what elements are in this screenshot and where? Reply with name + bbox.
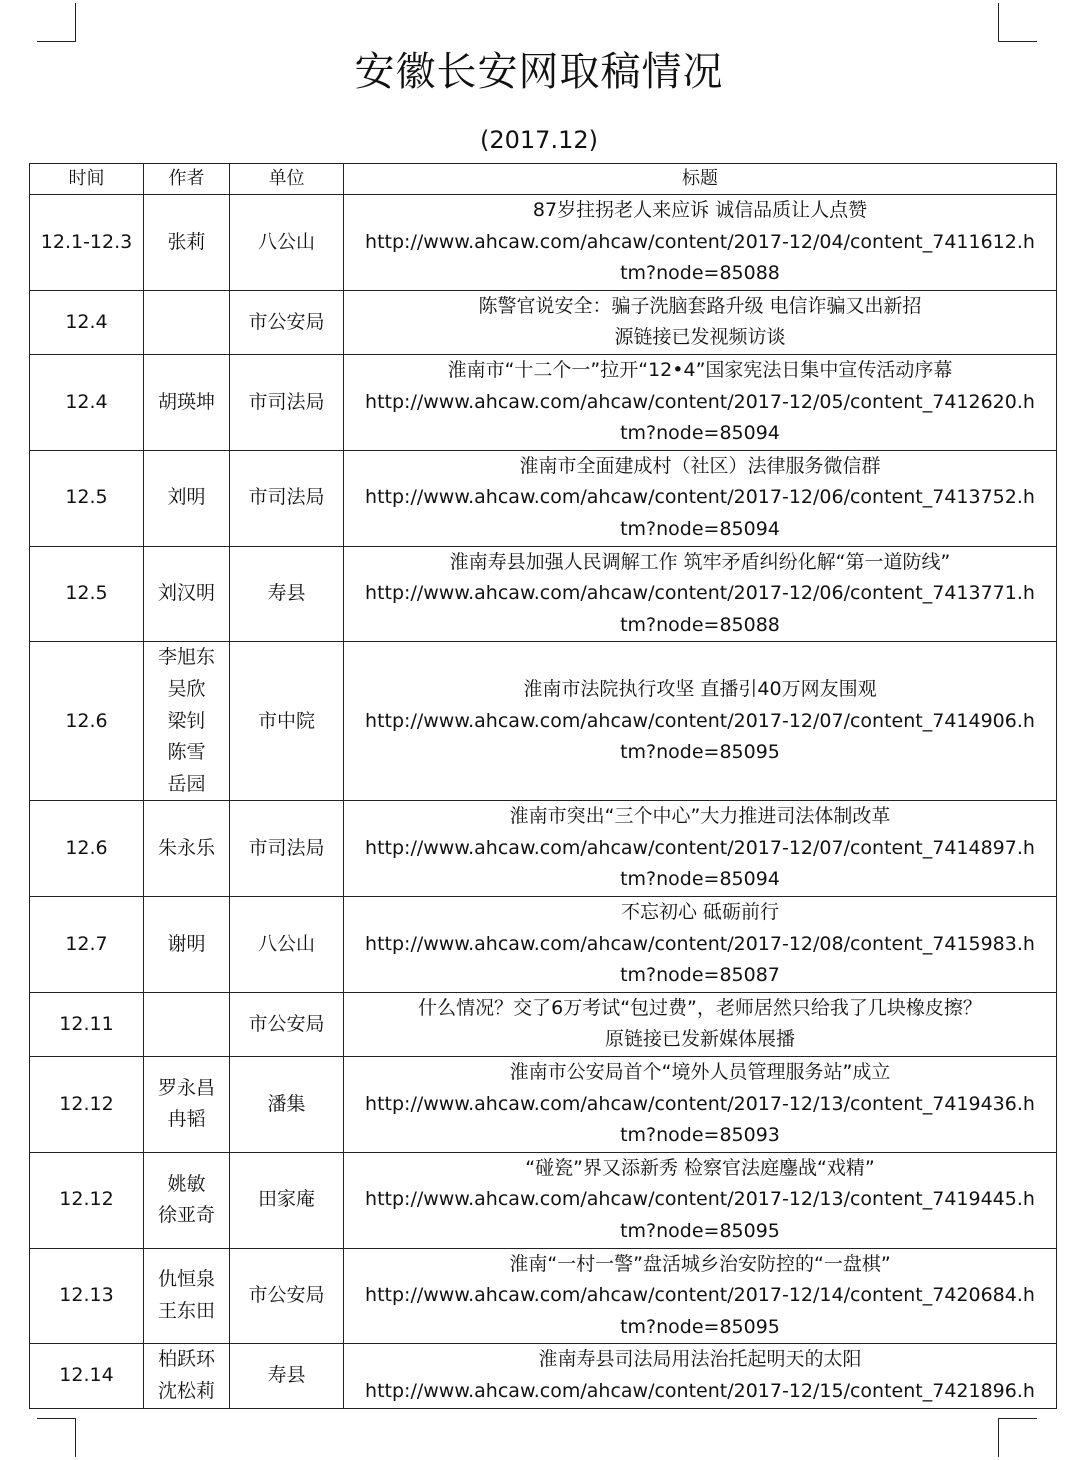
crop-mark-bottom-right [998, 1418, 1037, 1457]
title-cell: 淮南市“十二个一”拉开“12•4”国家宪法日集中宣传活动序幕 http://www.ahcaw.com/ahcaw/content/2017-12/05/content_7412620.h tm?node=85094 [344, 354, 1057, 450]
header-unit: 单位 [230, 164, 344, 195]
unit-cell: 市司法局 [230, 450, 344, 546]
title-cell: 淮南市法院执行攻坚 直播引40万网友围观 http://www.ahcaw.com/ahcaw/content/2017-12/07/content_7414906.h tm?node=85095 [344, 642, 1057, 801]
header-title: 标题 [344, 164, 1057, 195]
author-cell: 胡瑛坤 [144, 354, 230, 450]
unit-cell: 市中院 [230, 642, 344, 801]
author-cell: 罗永昌 冉韬 [144, 1057, 230, 1153]
author-cell: 仇恒泉 王东田 [144, 1248, 230, 1344]
unit-cell: 八公山 [230, 195, 344, 291]
author-cell: 刘汉明 [144, 546, 230, 642]
header-author: 作者 [144, 164, 230, 195]
unit-cell: 市公安局 [230, 290, 344, 354]
author-cell: 谢明 [144, 897, 230, 993]
table-row [30, 642, 1057, 801]
table-row [30, 546, 1057, 642]
time-cell: 12.11 [30, 992, 144, 1056]
unit-cell: 市司法局 [230, 801, 344, 897]
unit-cell: 潘集 [230, 1057, 344, 1153]
title-cell: 淮南寿县加强人民调解工作 筑牢矛盾纠纷化解“第一道防线” http://www.ahcaw.com/ahcaw/content/2017-12/06/content_7413771.h tm?node=85088 [344, 546, 1057, 642]
table-row [30, 1344, 1057, 1408]
unit-cell: 寿县 [230, 546, 344, 642]
crop-mark-top-left [37, 3, 76, 42]
time-cell: 12.1-12.3 [30, 195, 144, 291]
author-cell [144, 992, 230, 1056]
time-cell: 12.7 [30, 897, 144, 993]
title-cell: 淮南市公安局首个“境外人员管理服务站”成立 http://www.ahcaw.com/ahcaw/content/2017-12/13/content_7419436.h tm?node=85093 [344, 1057, 1057, 1153]
articles-table [29, 163, 1057, 1409]
header-time: 时间 [30, 164, 144, 195]
time-cell: 12.12 [30, 1057, 144, 1153]
table-row [30, 1152, 1057, 1248]
title-cell: 陈警官说安全：骗子洗脑套路升级 电信诈骗又出新招 源链接已发视频访谈 [344, 290, 1057, 354]
author-cell: 柏跃环 沈松莉 [144, 1344, 230, 1408]
title-cell: 什么情况？交了6万考试“包过费”，老师居然只给我了几块橡皮擦？ 原链接已发新媒体展播 [344, 992, 1057, 1056]
time-cell: 12.4 [30, 354, 144, 450]
page-subtitle: (2017.12) [480, 126, 598, 154]
time-cell: 12.6 [30, 642, 144, 801]
title-cell: 淮南寿县司法局用法治托起明天的太阳 http://www.ahcaw.com/ahcaw/content/2017-12/15/content_7421896.h [344, 1344, 1057, 1408]
table-row [30, 992, 1057, 1056]
table-row [30, 290, 1057, 354]
table-row [30, 450, 1057, 546]
unit-cell: 八公山 [230, 897, 344, 993]
title-cell: 87岁拄拐老人来应诉 诚信品质让人点赞 http://www.ahcaw.com/ahcaw/content/2017-12/04/content_7411612.h tm?node=85088 [344, 195, 1057, 291]
author-cell: 朱永乐 [144, 801, 230, 897]
title-cell: 淮南市突出“三个中心”大力推进司法体制改革 http://www.ahcaw.com/ahcaw/content/2017-12/07/content_7414897.h tm?node=85094 [344, 801, 1057, 897]
title-cell: 淮南市全面建成村（社区）法律服务微信群 http://www.ahcaw.com/ahcaw/content/2017-12/06/content_7413752.h tm?node=85094 [344, 450, 1057, 546]
unit-cell: 市公安局 [230, 992, 344, 1056]
table-row [30, 195, 1057, 291]
time-cell: 12.6 [30, 801, 144, 897]
author-cell: 张莉 [144, 195, 230, 291]
time-cell: 12.12 [30, 1152, 144, 1248]
time-cell: 12.5 [30, 450, 144, 546]
unit-cell: 田家庵 [230, 1152, 344, 1248]
table-row [30, 354, 1057, 450]
table-row [30, 1057, 1057, 1153]
time-cell: 12.13 [30, 1248, 144, 1344]
title-cell: 淮南“一村一警”盘活城乡治安防控的“一盘棋” http://www.ahcaw.com/ahcaw/content/2017-12/14/content_7420684.h tm?node=85095 [344, 1248, 1057, 1344]
time-cell: 12.4 [30, 290, 144, 354]
table-header-row [30, 164, 1057, 195]
title-cell: “碰瓷”界又添新秀 检察官法庭鏖战“戏精” http://www.ahcaw.com/ahcaw/content/2017-12/13/content_7419445.h tm?node=85095 [344, 1152, 1057, 1248]
unit-cell: 寿县 [230, 1344, 344, 1408]
table-row [30, 897, 1057, 993]
author-cell [144, 290, 230, 354]
title-cell: 不忘初心 砥砺前行 http://www.ahcaw.com/ahcaw/content/2017-12/08/content_7415983.h tm?node=85087 [344, 897, 1057, 993]
author-cell: 姚敏 徐亚奇 [144, 1152, 230, 1248]
time-cell: 12.14 [30, 1344, 144, 1408]
page-title: 安徽长安网取稿情况 [354, 49, 724, 95]
table-row [30, 801, 1057, 897]
author-cell: 刘明 [144, 450, 230, 546]
crop-mark-top-right [998, 3, 1037, 42]
time-cell: 12.5 [30, 546, 144, 642]
author-cell: 李旭东 吴欣 梁钊 陈雪 岳园 [144, 642, 230, 801]
unit-cell: 市司法局 [230, 354, 344, 450]
table-row [30, 1248, 1057, 1344]
unit-cell: 市公安局 [230, 1248, 344, 1344]
crop-mark-bottom-left [37, 1418, 76, 1457]
